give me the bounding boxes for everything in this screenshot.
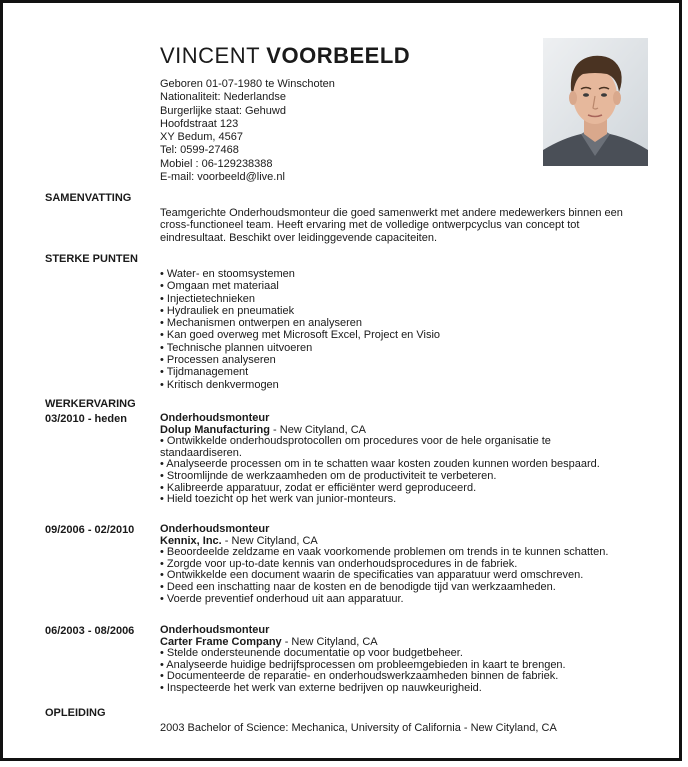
job-dates: 09/2006 - 02/2010 xyxy=(45,524,135,536)
job-title: Onderhoudsmonteur xyxy=(160,624,270,636)
list-item: • Injectietechnieken xyxy=(160,292,255,305)
list-item: • Mechanismen ontwerpen en analyseren xyxy=(160,317,362,330)
strengths-list xyxy=(160,268,630,391)
strengths-heading: STERKE PUNTEN xyxy=(45,253,138,265)
list-item: • Ontwikkelde een document waarin de specificaties van apparatuur werd omschreven. xyxy=(160,569,584,582)
job-title: Onderhoudsmonteur xyxy=(160,523,270,535)
list-item: • Zorgde voor up-to-date kennis van onderhoudsprocedures in de fabriek. xyxy=(160,557,518,570)
list-item: • Hield toezicht op het werk van junior-monteurs. xyxy=(160,493,397,506)
last-name: VOORBEELD xyxy=(266,43,411,68)
list-item: • Kritisch denkvermogen xyxy=(160,378,279,391)
portrait-image xyxy=(543,38,648,166)
profile-photo xyxy=(543,38,648,166)
list-item: • Ontwikkelde onderhoudsprotocollen om procedures voor de hele organisatie te standaardiseren. xyxy=(160,435,551,459)
job-dates: 03/2010 - heden xyxy=(45,413,127,425)
list-item: • Analyseerde processen om in te schatten waar kosten zouden kunnen worden bespaard. xyxy=(160,458,600,471)
contact-info xyxy=(160,78,335,184)
phone: Tel: 0599-27468 xyxy=(160,144,239,157)
list-item: • Hydrauliek en pneumatiek xyxy=(160,304,295,317)
list-item: • Analyseerde huidige bedrijfsprocessen om probleemgebieden in kaart te brengen. xyxy=(160,658,566,671)
birth-info: Geboren 01-07-1980 te Winschoten xyxy=(160,78,335,90)
list-item: • Omgaan met materiaal xyxy=(160,280,279,293)
list-item: • Inspecteerde het werk van externe bedrijven op nauwkeurigheid. xyxy=(160,681,482,694)
list-item: • Voerde preventief onderhoud uit aan apparatuur. xyxy=(160,592,404,605)
street-address: Hoofdstraat 123 xyxy=(160,117,239,130)
first-name: VINCENT xyxy=(160,43,260,68)
summary-text: Teamgerichte Onderhoudsmonteur die goed samenwerkt met andere medewerkers binnen een cross-functioneel team. Heeft ervaring met de volledige ontwerpcyclus van concept tot eindresultaat. Beschikt over leidinggevende capaciteiten. xyxy=(160,207,623,244)
experience-heading: WERKERVARING xyxy=(45,398,136,410)
summary-heading: SAMENVATTING xyxy=(45,192,132,204)
list-item: • Stelde ondersteunende documentatie op voor budgetbeheer. xyxy=(160,647,463,660)
postal-city: XY Bedum, 4567 xyxy=(160,131,243,144)
job-title: Onderhoudsmonteur xyxy=(160,412,270,424)
list-item: • Documenteerde de reparatie- en onderhoudswerkzaamheden binnen de fabriek. xyxy=(160,670,559,683)
nationality: Nationaliteit: Nederlandse xyxy=(160,91,286,104)
email: E-mail: voorbeeld@live.nl xyxy=(160,171,285,184)
list-item: • Tijdmanagement xyxy=(160,366,249,379)
company-location: - New Cityland, CA xyxy=(221,534,318,547)
list-item: • Water- en stoomsystemen xyxy=(160,268,295,280)
job-entry xyxy=(160,625,630,695)
company-location: - New Cityland, CA xyxy=(270,423,366,436)
list-item: • Processen analyseren xyxy=(160,354,276,367)
marital-status: Burgerlijke staat: Gehuwd xyxy=(160,104,286,117)
job-dates: 06/2003 - 08/2006 xyxy=(45,625,135,637)
company-name: Kennix, Inc. xyxy=(160,534,222,547)
candidate-name xyxy=(160,43,410,69)
list-item: • Technische plannen uitvoeren xyxy=(160,341,313,354)
list-item: • Deed een inschatting naar de kosten en de benodigde tijd van werkzaamheden. xyxy=(160,580,556,593)
list-item: • Stroomlijnde de werkzaamheden om de productiviteit te verbeteren. xyxy=(160,469,497,482)
list-item: • Kalibreerde apparatuur, zodat er efficiënter werd geproduceerd. xyxy=(160,481,477,494)
job-entry xyxy=(160,413,630,506)
company-location: - New Cityland, CA xyxy=(281,635,378,648)
mobile: Mobiel : 06-129238388 xyxy=(160,157,273,170)
list-item: • Beoordeelde zeldzame en vaak voorkomende problemen om trends in te kunnen schatten. xyxy=(160,546,609,559)
list-item: • Kan goed overweg met Microsoft Excel, Project en Visio xyxy=(160,329,441,342)
education-heading: OPLEIDING xyxy=(45,707,106,719)
job-entry xyxy=(160,524,630,605)
company-name: Dolup Manufacturing xyxy=(160,423,270,436)
company-name: Carter Frame Company xyxy=(160,635,282,648)
education-text: 2003 Bachelor of Science: Mechanica, University of California - New Cityland, CA xyxy=(160,722,557,734)
